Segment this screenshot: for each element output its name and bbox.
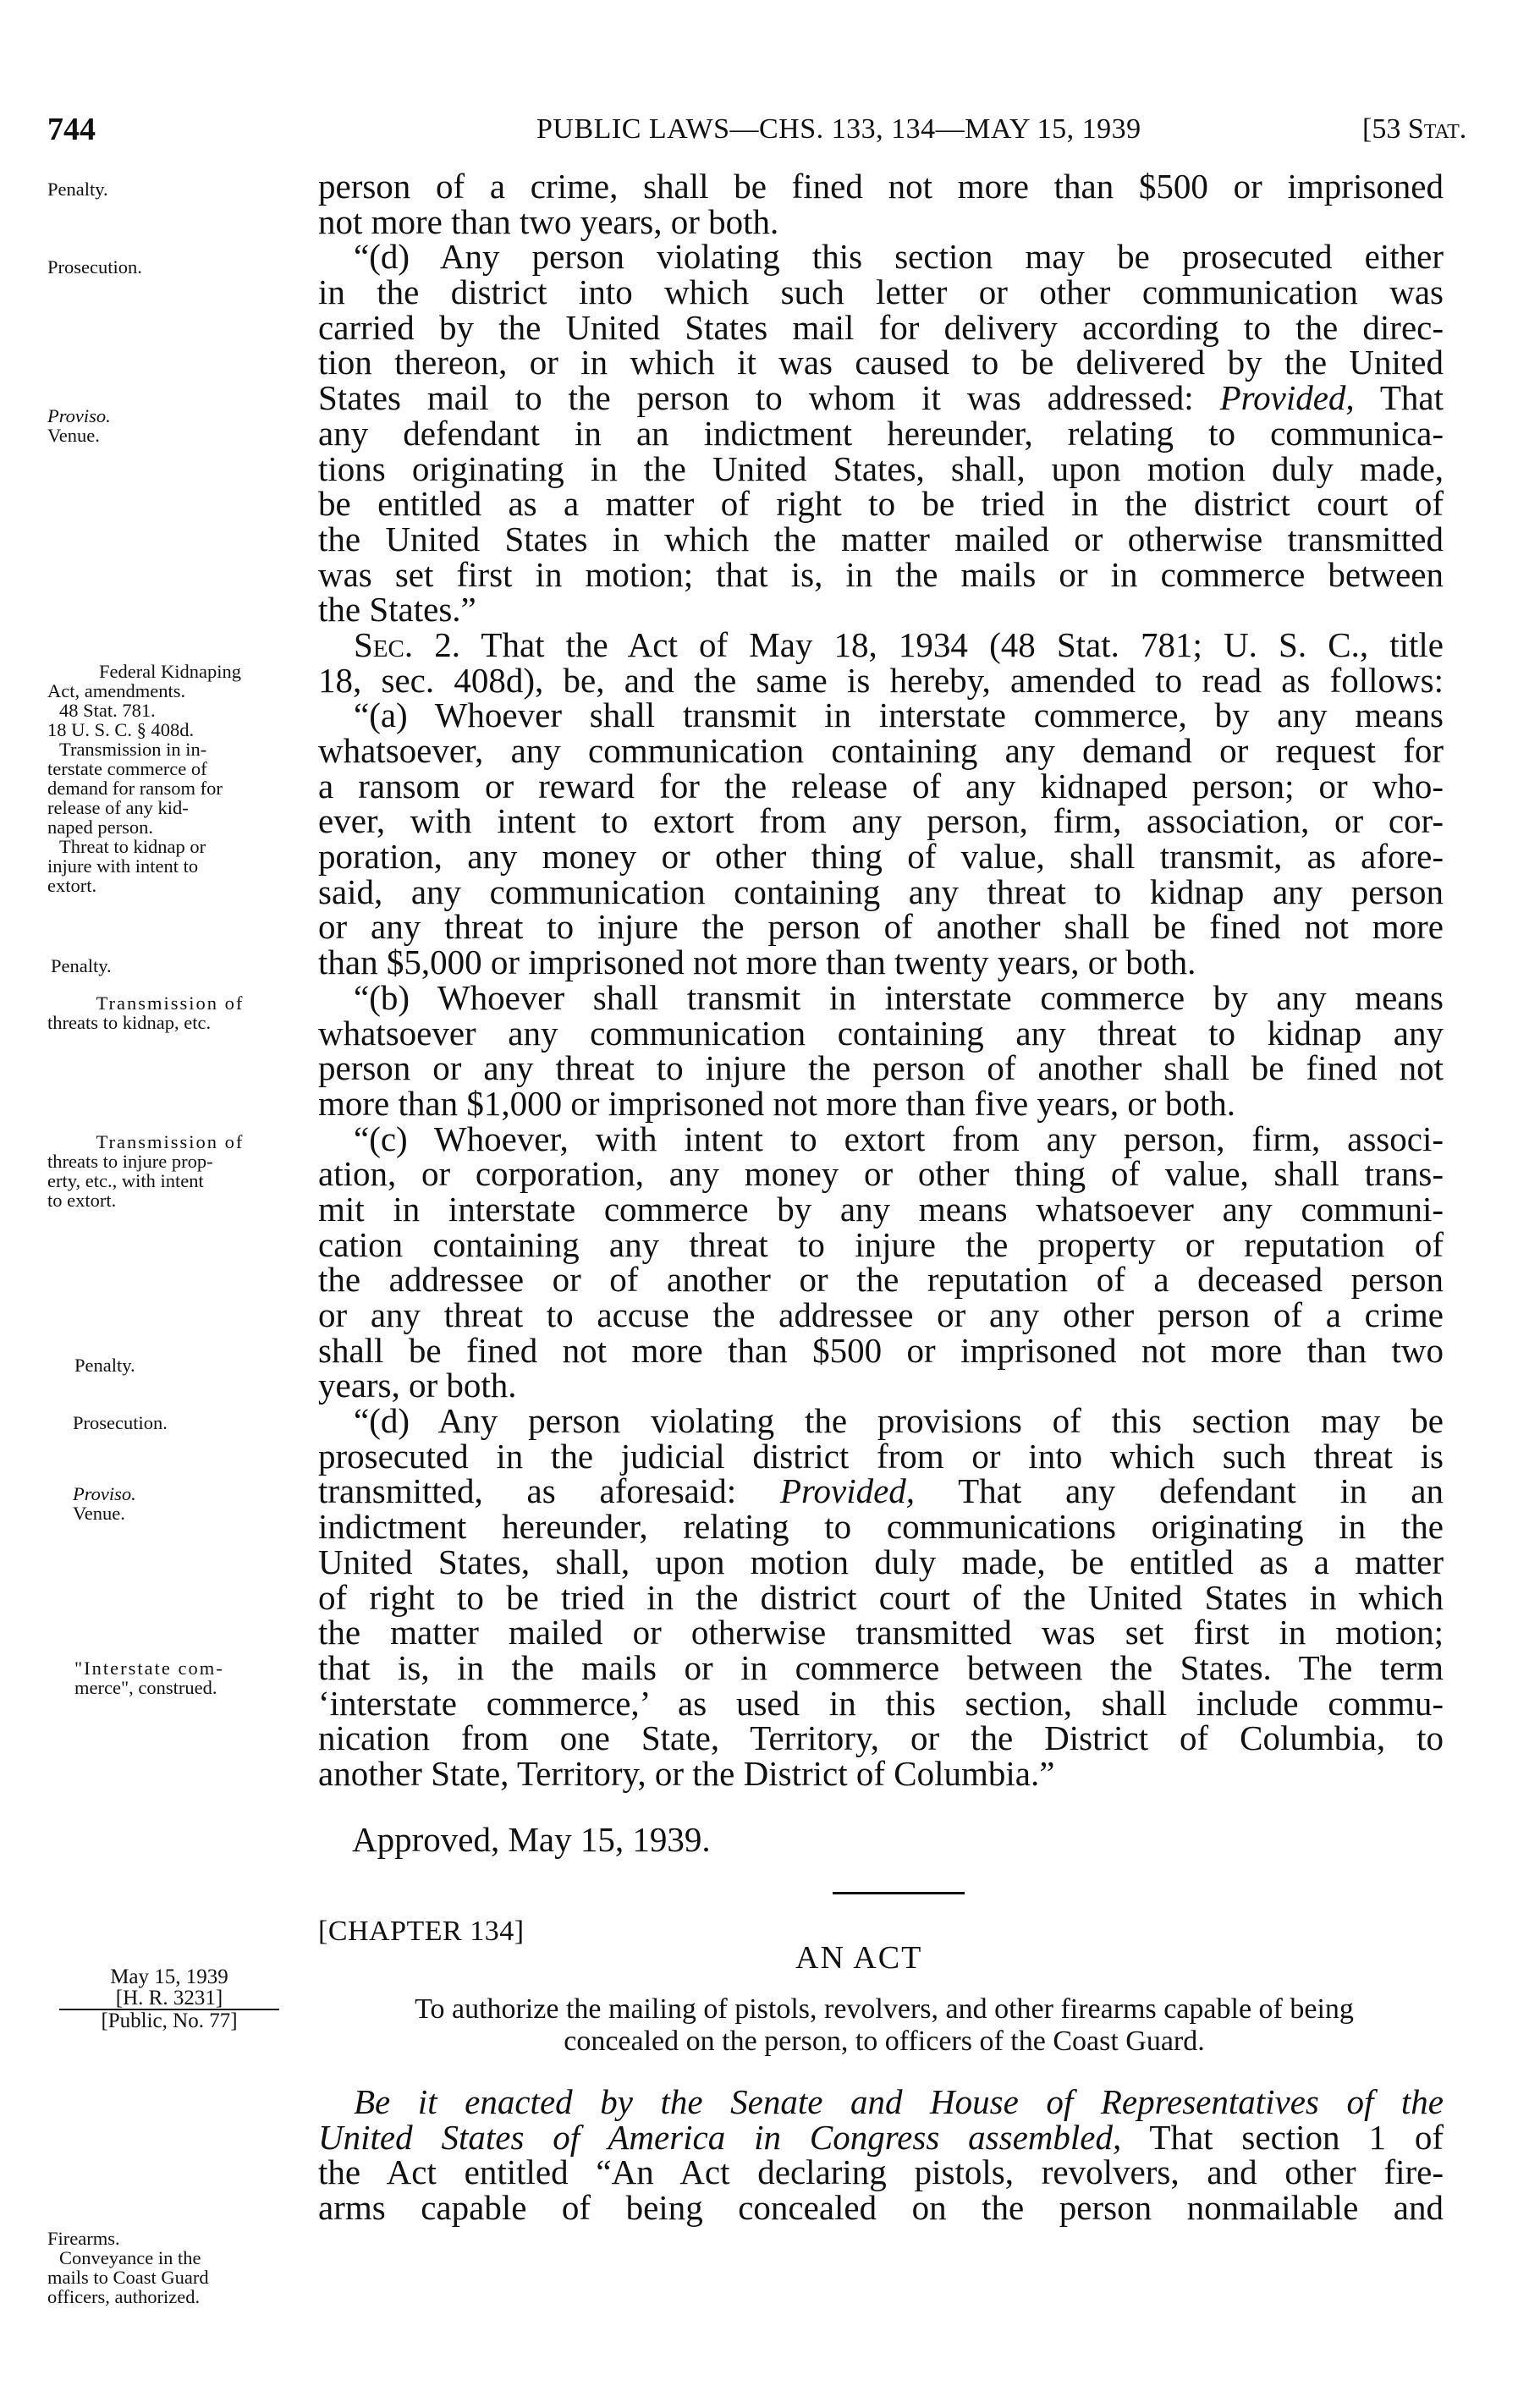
text-line: “(d) Any person violating the provisions of this section may be [354, 1401, 1444, 1441]
margin-note-line: 48 Stat. 781. [59, 700, 156, 721]
section-divider [833, 1892, 965, 1894]
bill-reference [34, 1966, 305, 2031]
margin-note-line: mails to Coast Guard [47, 2267, 209, 2288]
margin-note-line: "Interstate com- [74, 1658, 224, 1679]
margin-note-line: injure with intent to [47, 855, 199, 877]
margin-note-line: Transmission of [96, 992, 245, 1014]
margin-note-line: merce", construed. [74, 1677, 217, 1698]
text-line: “(b) Whoever shall transmit in interstate commerce by any means [354, 977, 1444, 1017]
text-line [318, 378, 1444, 418]
text-line [318, 2117, 1444, 2157]
text-line: person of a crime, shall be fined not more than $500 or imprisoned [318, 167, 1444, 206]
margin-note-proviso: Proviso. [73, 1483, 136, 1504]
margin-note-line: threats to injure prop- [47, 1151, 213, 1172]
text-line: “(c) Whoever, with intent to extort from any person, firm, associ- [354, 1119, 1444, 1158]
text-line: of right to be tried in the district court of the United States in which [318, 1577, 1444, 1617]
margin-note-line: Conveyance in the [59, 2247, 201, 2268]
text-line: ‘interstate commerce,’ as used in this section, shall include commu- [318, 1683, 1444, 1723]
text-line: poration, any money or other thing of value, shall transmit, as afore- [318, 837, 1444, 877]
text-fragment: That section 1 of [1149, 2117, 1444, 2157]
text-line: “(a) Whoever shall transmit in interstate commerce, by any means [354, 695, 1444, 735]
text-line: was set first in motion; that is, in the mails or in commerce between [318, 554, 1444, 594]
text-line: whatsoever any communication containing any threat to kidnap any [318, 1013, 1444, 1053]
enacting-clause [318, 2082, 1444, 2228]
text-line: the United States in which the matter mailed or otherwise transmitted [318, 519, 1444, 558]
text-line: United States, shall, upon motion duly made, be entitled as a matter [318, 1542, 1444, 1581]
margin-note-proviso-venue [47, 406, 293, 445]
proviso-word: Provided, [1219, 378, 1355, 418]
text-fragment: That any defendant in an [958, 1471, 1444, 1511]
margin-note-penalty: Penalty. [51, 955, 112, 976]
text-line: “(d) Any person violating this section may be prosecuted either [354, 237, 1444, 277]
text-fragment: States mail to the person to whom it was addressed: [318, 378, 1194, 418]
text-line: carried by the United States mail for delivery according to the direc- [318, 307, 1444, 347]
margin-note-proviso: Proviso. [47, 405, 111, 426]
public-law-number: [Public, No. 77] [101, 2009, 238, 2032]
text-line: or any threat to injure the person of another shall be fined not more [318, 907, 1444, 947]
text-line: any defendant in an indictment hereunder, relating to communica- [318, 413, 1444, 453]
margin-note-interstate-commerce [74, 1658, 320, 1697]
section-label: Sec. [354, 624, 414, 664]
text-line: ation, or corporation, any money or other thing of value, shall trans- [318, 1154, 1444, 1194]
margin-note-line: Transmission in in- [59, 739, 207, 760]
text-line: a ransom or reward for the release of any kidnaped person; or who- [318, 766, 1444, 805]
text-line [318, 2082, 1444, 2121]
margin-note-line: demand for ransom for [47, 778, 223, 799]
text-line: tion thereon, or in which it was caused to be delivered by the United [318, 343, 1444, 382]
margin-note-line: to extort. [47, 1190, 117, 1211]
text-line: tions originating in the United States, shall, upon motion duly made, [318, 448, 1444, 488]
text-line: in the district into which such letter or other communication was [318, 272, 1444, 312]
bill-date: May 15, 1939 [110, 1965, 228, 1988]
text-line: 18, sec. 408d), be, and the same is hereby, amended to read as follows: [318, 660, 1444, 700]
margin-note-line: Act, amendments. [47, 680, 186, 701]
text-line: the States.” [318, 590, 476, 629]
act-purpose [322, 1993, 1447, 2058]
text-fragment: 2. That the Act of May 18, 1934 (48 Stat. 781; U. S. C., title [434, 624, 1444, 664]
margin-note-kidnaping-act [47, 662, 293, 895]
purpose-line: concealed on the person, to officers of the Coast Guard. [564, 2026, 1205, 2057]
bill-number: [H. R. 3231] [59, 1987, 279, 2010]
margin-note-line: release of any kid- [47, 797, 189, 818]
text-line: indictment hereunder, relating to communications originating in the [318, 1507, 1444, 1547]
margin-note-line: naped person. [47, 816, 153, 838]
text-line: than $5,000 or imprisoned not more than twenty years, or both. [318, 943, 1196, 982]
text-line [318, 624, 1444, 664]
margin-note-line: threats to kidnap, etc. [47, 1012, 212, 1033]
chapter-label: [CHAPTER 134] [318, 1916, 525, 1947]
margin-note-venue: Venue. [73, 1503, 125, 1524]
text-line: the matter mailed or otherwise transmitted was set first in motion; [318, 1613, 1444, 1652]
statute-text [318, 169, 1444, 1792]
text-line: more than $1,000 or imprisoned not more than five years, or both. [318, 1083, 1235, 1123]
text-line: person or any threat to injure the person of another shall be fined not [318, 1048, 1444, 1088]
text-line: the Act entitled “An Act declaring pistols, revolvers, and other fire- [318, 2152, 1444, 2192]
enacting-text: Be it enacted by the Senate and House of Representatives of the [354, 2082, 1444, 2121]
text-line: arms capable of being concealed on the person nonmailable and [318, 2188, 1444, 2228]
proviso-word: Provided, [780, 1471, 916, 1511]
text-line [318, 1471, 1444, 1511]
text-line: cation containing any threat to injure the property or reputation of [318, 1224, 1444, 1264]
margin-note-venue: Venue. [47, 425, 100, 446]
margin-note-penalty: Penalty. [74, 1355, 135, 1376]
margin-note-prosecution: Prosecution. [47, 256, 142, 278]
margin-note-line: Threat to kidnap or [59, 836, 206, 857]
text-line: shall be fined not more than $500 or imprisoned not more than two [318, 1330, 1444, 1370]
margin-note-prosecution: Prosecution. [73, 1412, 168, 1433]
margin-note-line: erty, etc., with intent [47, 1170, 204, 1191]
margin-note-line: extort. [47, 875, 97, 896]
margin-note-line: Firearms. [47, 2228, 120, 2249]
text-fragment: transmitted, as aforesaid: [318, 1471, 737, 1511]
text-line: years, or both. [318, 1366, 517, 1405]
text-line: whatsoever, any communication containing any demand or request for [318, 731, 1444, 770]
margin-note-proviso-venue [73, 1484, 318, 1523]
text-line: mit in interstate commerce by any means whatsoever any communi- [318, 1189, 1444, 1229]
text-line: that is, in the mails or in commerce between the States. The term [318, 1647, 1444, 1687]
purpose-line: To authorize the mailing of pistols, revolvers, and other firearms capable of being [415, 1993, 1354, 2025]
margin-note-firearms [47, 2229, 293, 2306]
text-line: or any threat to accuse the addressee or any other person of a crime [318, 1295, 1444, 1334]
text-line: ever, with intent to extort from any person, firm, association, or cor- [318, 801, 1444, 841]
volume-reference: [53 Stat. [1362, 113, 1467, 145]
text-line: not more than two years, or both. [318, 201, 779, 241]
margin-note-line: terstate commerce of [47, 758, 207, 779]
text-fragment: That [1379, 378, 1444, 418]
running-title: PUBLIC LAWS—CHS. 133, 134—MAY 15, 1939 [536, 113, 1141, 145]
margin-note-line: 18 U. S. C. § 408d. [47, 719, 195, 740]
margin-note-line: Transmission of [96, 1131, 245, 1152]
text-line: nication from one State, Territory, or the District of Columbia, to [318, 1718, 1444, 1758]
margin-note-penalty: Penalty. [47, 179, 108, 200]
margin-note-threats-kidnap [47, 993, 293, 1032]
text-line: the addressee or of another or the reputation of a deceased person [318, 1260, 1444, 1300]
text-line: prosecuted in the judicial district from or into which such threat is [318, 1436, 1444, 1476]
margin-note-line: officers, authorized. [47, 2286, 201, 2307]
margin-note-line: Federal Kidnaping [98, 661, 242, 682]
margin-note-threats-property [47, 1132, 293, 1210]
enacting-text: United States of America in Congress assembled, [318, 2117, 1122, 2157]
act-heading: AN ACT [795, 1940, 923, 1976]
page-number: 744 [47, 112, 96, 147]
text-line: another State, Territory, or the District of Columbia.” [318, 1753, 1055, 1793]
text-line: said, any communication containing any threat to kidnap any person [318, 871, 1444, 911]
approval-line: Approved, May 15, 1939. [352, 1820, 711, 1859]
text-line: be entitled as a matter of right to be tried in the district court of [318, 484, 1444, 524]
